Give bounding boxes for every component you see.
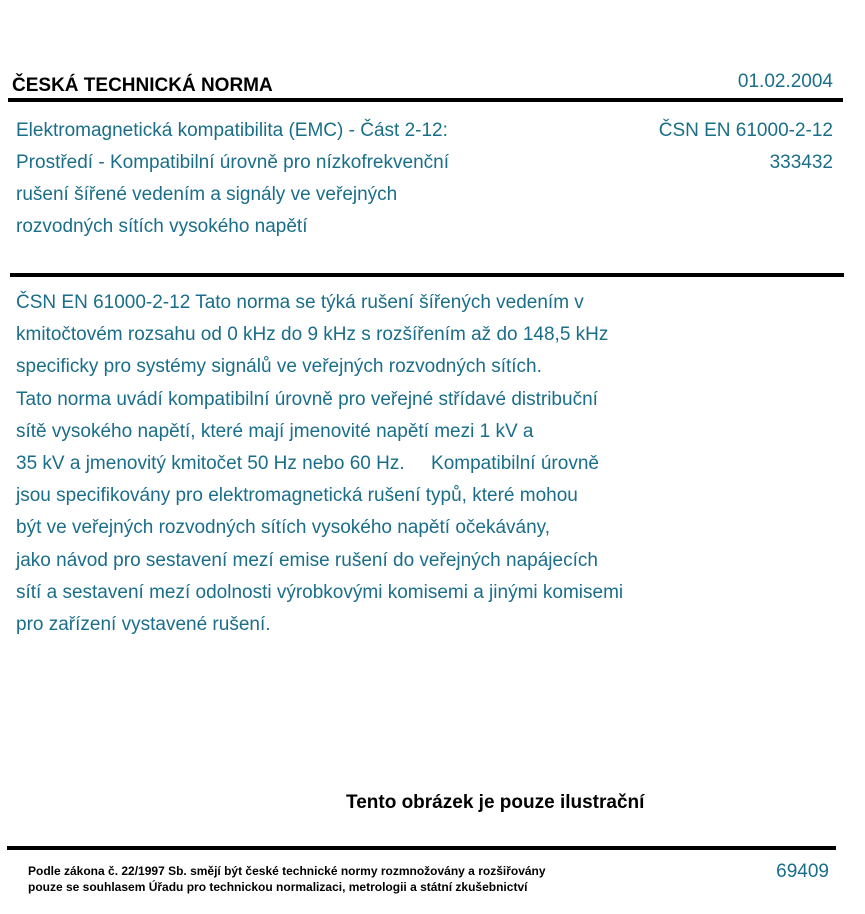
standard-title-line: rozvodných sítích vysokého napětí xyxy=(16,216,308,237)
illustration-note: Tento obrázek je pouze ilustrační xyxy=(346,792,645,813)
standard-title-line: Elektromagnetická kompatibilita (EMC) - Část 2-12: xyxy=(16,120,448,141)
legal-notice-line: pouze se souhlasem Úřadu pro technickou normalizaci, metrologii a státní zkušebnictví xyxy=(28,880,528,894)
middle-divider xyxy=(10,273,844,277)
standard-code: ČSN EN 61000-2-12 xyxy=(658,120,833,141)
legal-notice-line: Podle zákona č. 22/1997 Sb. smějí být české technické normy rozmnožovány a rozšiřovány xyxy=(28,864,546,878)
abstract-line: pro zařízení vystavené rušení. xyxy=(16,614,271,636)
abstract-line: jsou specifikovány pro elektromagnetická rušení typů, které mohou xyxy=(16,485,578,507)
abstract-line: kmitočtovém rozsahu od 0 kHz do 9 kHz s rozšířením až do 148,5 kHz xyxy=(16,324,609,346)
abstract-line: ČSN EN 61000-2-12 Tato norma se týká rušení šířených vedením v xyxy=(16,292,584,313)
standard-identifiers xyxy=(659,115,833,179)
top-divider xyxy=(8,98,843,102)
publication-date: 01.02.2004 xyxy=(737,71,833,92)
document-type-heading: ČESKÁ TECHNICKÁ NORMA xyxy=(12,75,273,96)
standard-title-line: rušení šířené vedením a signály ve veřejných xyxy=(16,184,398,205)
abstract-line: jako návod pro sestavení mezí emise rušení do veřejných napájecích xyxy=(16,549,598,571)
standard-title xyxy=(16,115,536,243)
abstract-line: Tato norma uvádí kompatibilní úrovně pro veřejné střídavé distribuční xyxy=(16,388,598,410)
abstract-line: sítě vysokého napětí, které mají jmenovité napětí mezi 1 kV a xyxy=(16,420,534,442)
abstract-text xyxy=(16,287,776,641)
abstract-line: 35 kV a jmenovitý kmitočet 50 Hz nebo 60 Hz. Kompatibilní úrovně xyxy=(16,453,599,475)
abstract-line: být ve veřejných rozvodných sítích vysokého napětí očekávány, xyxy=(16,517,551,539)
document-number: 69409 xyxy=(776,861,829,882)
bottom-divider xyxy=(7,846,836,850)
legal-notice xyxy=(28,863,628,895)
abstract-line: sítí a sestavení mezí odolnosti výrobkovými komisemi a jinými komisemi xyxy=(16,581,624,603)
standard-title-line: Prostředí - Kompatibilní úrovně pro nízkofrekvenční xyxy=(16,152,449,173)
classification-number: 333432 xyxy=(769,152,833,173)
abstract-line: specificky pro systémy signálů ve veřejných rozvodných sítích. xyxy=(16,356,542,378)
